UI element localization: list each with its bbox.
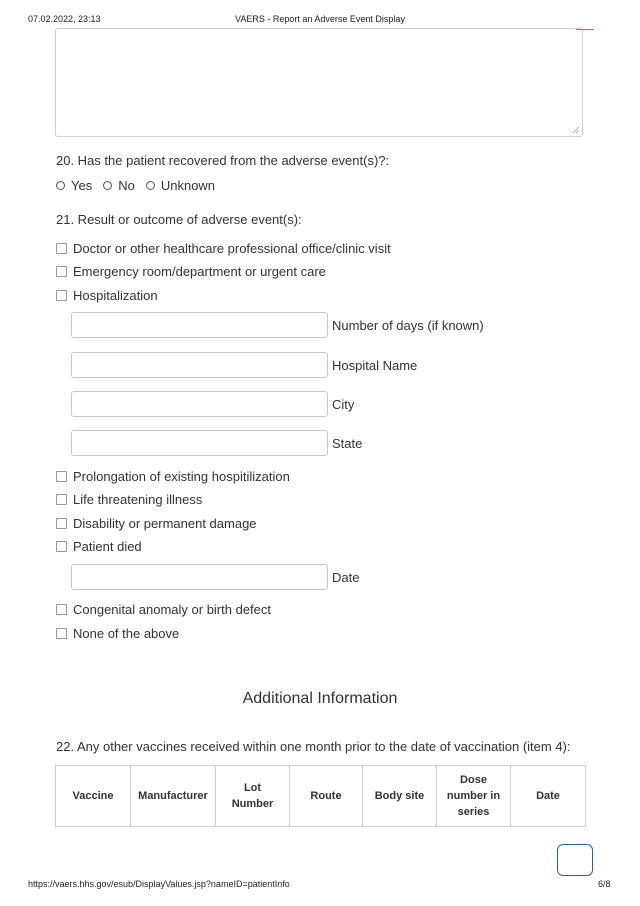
hospital-name-input[interactable]	[71, 352, 328, 378]
question-21-label: 21. Result or outcome of adverse event(s):	[56, 212, 302, 227]
recovered-unknown-radio[interactable]	[146, 178, 215, 193]
column-header-date: Date	[511, 766, 586, 827]
checkbox-label: None of the above	[73, 625, 180, 641]
checkbox-label: Disability or permanent damage	[73, 515, 257, 531]
checkbox-icon[interactable]	[56, 290, 67, 301]
hospital-days-input[interactable]	[71, 312, 328, 338]
radio-label: Unknown	[160, 177, 216, 193]
print-url: https://vaers.hhs.gov/esub/DisplayValues.jsp?nameID=patientInfo	[28, 879, 290, 889]
checkbox-label: Doctor or other healthcare professional office/clinic visit	[73, 240, 391, 256]
outcome-prolongation-checkbox[interactable]	[56, 468, 290, 484]
checkbox-label: Prolongation of existing hospitilization	[73, 468, 290, 484]
checkbox-icon[interactable]	[56, 494, 67, 505]
other-vaccines-table	[55, 765, 586, 827]
radio-circle-icon[interactable]	[56, 181, 65, 190]
print-datetime: 07.02.2022, 23:13	[28, 14, 101, 24]
checkbox-icon[interactable]	[56, 471, 67, 482]
hospital-state-label: State	[332, 436, 363, 451]
checkbox-label: Life threatening illness	[73, 491, 203, 507]
hospital-city-input[interactable]	[71, 391, 328, 417]
question-22-label: 22. Any other vaccines received within one month prior to the date of vaccination (item 4):	[56, 739, 571, 754]
radio-circle-icon[interactable]	[103, 181, 112, 190]
outcome-emergency-checkbox[interactable]	[56, 263, 326, 279]
scroll-to-top-button[interactable]	[557, 844, 593, 876]
column-header-body-site: Body site	[363, 766, 437, 827]
outcome-died-checkbox[interactable]	[56, 538, 142, 554]
recovered-yes-radio[interactable]	[56, 178, 92, 193]
column-header-manufacturer: Manufacturer	[131, 766, 216, 827]
hospital-state-input[interactable]	[71, 430, 328, 456]
table-header-row	[56, 766, 586, 827]
checkbox-label: Hospitalization	[73, 287, 158, 303]
hospital-name-label: Hospital Name	[332, 358, 418, 373]
column-header-dose-number: Dose number in series	[437, 766, 511, 827]
checkbox-label: Emergency room/department or urgent care	[73, 263, 326, 279]
checkbox-icon[interactable]	[56, 518, 67, 529]
radio-label: Yes	[71, 177, 93, 193]
outcome-life-threatening-checkbox[interactable]	[56, 491, 202, 507]
column-header-vaccine: Vaccine	[56, 766, 131, 827]
death-date-input[interactable]	[71, 564, 328, 590]
print-title: VAERS - Report an Adverse Event Display	[235, 14, 405, 24]
checkbox-icon[interactable]	[56, 628, 67, 639]
radio-label: No	[118, 177, 135, 193]
outcome-none-checkbox[interactable]	[56, 625, 179, 641]
checkbox-icon[interactable]	[56, 541, 67, 552]
column-header-route: Route	[290, 766, 363, 827]
checkbox-label: Patient died	[73, 538, 142, 554]
checkbox-icon[interactable]	[56, 243, 67, 254]
outcome-disability-checkbox[interactable]	[56, 515, 257, 531]
column-header-lot-number: Lot Number	[216, 766, 290, 827]
checkbox-label: Congenital anomaly or birth defect	[73, 601, 272, 617]
recovered-no-radio[interactable]	[103, 178, 135, 193]
recovered-radio-group	[56, 176, 226, 194]
hospital-city-label: City	[332, 397, 355, 412]
outcome-hospitalization-checkbox[interactable]	[56, 287, 158, 303]
checkbox-icon[interactable]	[56, 266, 67, 277]
radio-circle-icon[interactable]	[146, 181, 155, 190]
resize-handle-icon[interactable]	[572, 126, 580, 134]
checkbox-icon[interactable]	[56, 604, 67, 615]
adverse-event-description-textarea[interactable]	[55, 28, 583, 137]
scroll-edge-mark	[576, 29, 594, 32]
outcome-doctor-checkbox[interactable]	[56, 240, 391, 256]
hospital-days-label: Number of days (if known)	[332, 318, 484, 333]
question-20-label: 20. Has the patient recovered from the adverse event(s)?:	[56, 153, 390, 168]
additional-information-heading: Additional Information	[242, 690, 398, 707]
print-page-number: 6/8	[598, 879, 611, 889]
outcome-congenital-checkbox[interactable]	[56, 601, 271, 617]
death-date-label: Date	[332, 570, 360, 585]
